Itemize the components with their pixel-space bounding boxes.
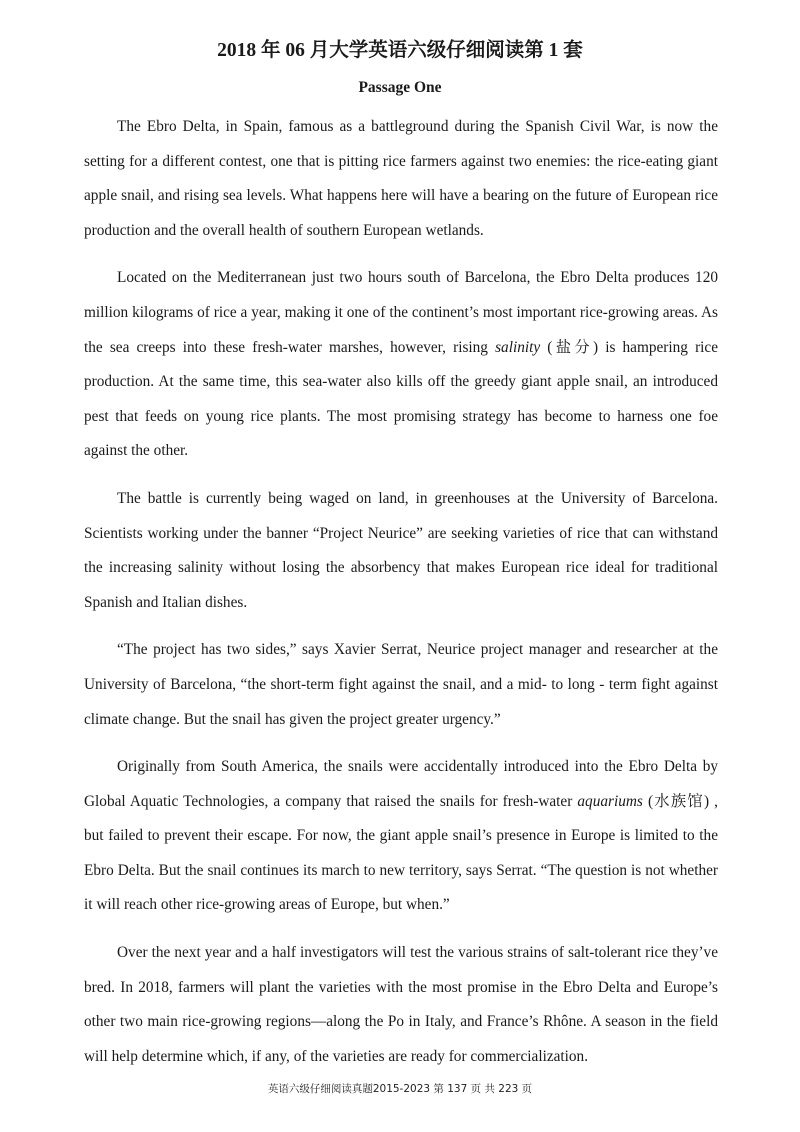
paragraph-3: The battle is currently being waged on land, in greenhouses at the University of Barcelona. Scientists working under the banner “Project Neurice” are seeking varieties of rice that can withstand the increasing salinity without losing the absorbency that makes European rice ideal for traditional Spanish and Italian dishes. xyxy=(84,489,718,611)
page-title: 2018 年 06 月大学英语六级仔细阅读第 1 套 xyxy=(217,40,583,61)
paragraph-5-text-after: , but failed to prevent their escape. For now, the giant apple snail’s presence in Europe is limited to the Ebro Delta. But the snail continues its march to new territory, says Serrat. “The question is not whether it will reach other rice-growing areas of Europe, but when.” xyxy=(84,792,719,914)
page-footer: 英语六级仔细阅读真题2015-2023 第 137 页 共 223 页 xyxy=(267,1083,533,1095)
glossed-term-aquariums: aquariums xyxy=(577,792,643,810)
paragraph-2 xyxy=(84,261,718,469)
passage-body xyxy=(84,110,718,1087)
glossed-term-salinity: salinity xyxy=(495,338,541,356)
paragraph-5-text-before: Originally from South America, the snails were accidentally introduced into the Ebro Delta by Global Aquatic Technologies, a company that raised the snails for fresh-water xyxy=(84,758,718,810)
paragraph-2-text-after: is hampering rice production. At the same time, this sea-water also kills off the greedy giant apple snail, an introduced pest that feeds on young rice plants. The most promising strategy has become to harness one foe against the other. xyxy=(84,338,719,460)
paragraph-5 xyxy=(84,750,718,923)
gloss-salinity: (盐分) xyxy=(540,338,599,356)
paragraph-6: Over the next year and a half investigators will test the various strains of salt-tolerant rice they’ve bred. In 2018, farmers will plant the varieties with the most promise in the Ebro Delta and Europe’s other two main rice-growing regions—along the Po in Italy, and France’s Rhône. A season in the field will help determine which, if any, of the varieties are ready for commercialization. xyxy=(84,944,718,1065)
gloss-aquariums: (水族馆) xyxy=(642,792,710,810)
passage-label: Passage One xyxy=(358,79,442,96)
paragraph-2-text-before: Located on the Mediterranean just two hours south of Barcelona, the Ebro Delta produces 120 million kilograms of rice a year, making it one of the continent’s most important rice-growing areas. As the sea creeps into these fresh-water marshes, however, rising xyxy=(84,269,718,356)
paragraph-4: “The project has two sides,” says Xavier Serrat, Neurice project manager and researcher at the University of Barcelona, “the short-term fight against the snail, and a mid- to long - term fight against climate change. But the snail has given the project greater urgency.” xyxy=(84,641,718,728)
paragraph-1: The Ebro Delta, in Spain, famous as a battleground during the Spanish Civil War, is now the setting for a different contest, one that is pitting rice farmers against two enemies: the rice-eating giant apple snail, and rising sea levels. What happens here will have a bearing on the future of European rice production and the overall health of southern European wetlands. xyxy=(84,118,718,239)
